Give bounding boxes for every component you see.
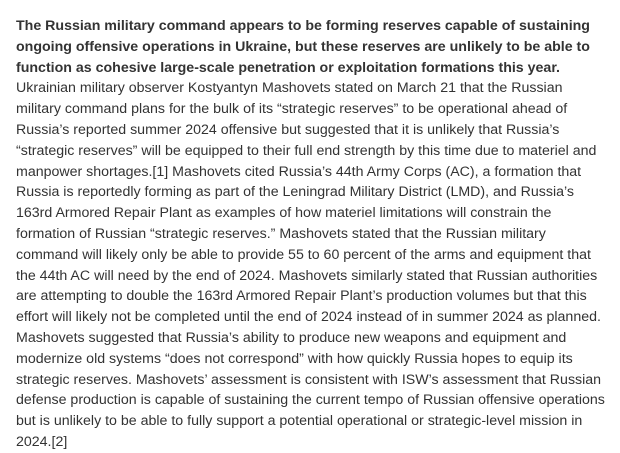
body-text: Ukrainian military observer Kostyantyn Mashovets stated on March 21 that the Russian military command plans for the bulk of its “strategic reserves” to be operational ahead of Russia’s reported summer 2024 offensive but suggested that it is unlikely that Russia’s “strategic reserves” will be equipped to their full end strength by this time due to materiel and manpower shortages.[1] Mashovets cited Russia’s 44th Army Corps (AC), a formation that Russia is reportedly forming as part of the Leningrad Military District (LMD), and Russia’s 163rd Armored Repair Plant as examples of how materiel limitations will constrain the formation of Russian “strategic reserves.” Mashovets stated that the Russian military command will likely only be able to provide 55 to 60 percent of the arms and equipment that the 44th AC will need by the end of 2024. Mashovets similarly stated that Russian authorities are attempting to double the 163rd Armored Repair Plant’s production volumes but that this effort will likely not be completed until the end of 2024 instead of in summer 2024 as planned. Mashovets suggested that Russia’s ability to produce new weapons and equipment and modernize old systems “does not correspond” with how quickly Russia hopes to equip its strategic reserves. Mashovets’ assessment is consistent with ISW’s assessment that Russian defense production is capable of sustaining the current tempo of Russian offensive operations but is unlikely to be able to fully support a potential operational or strategic-level mission in 2024.[2]	[16, 80, 605, 450]
lead-sentence: The Russian military command appears to be forming reserves capable of sustaining ongoing offensive operations in Ukraine, but these reserves are unlikely to be able to function as cohesive large-scale penetration or exploitation formations this year.	[16, 18, 590, 76]
article-paragraph	[16, 16, 610, 453]
article-body	[16, 16, 610, 453]
